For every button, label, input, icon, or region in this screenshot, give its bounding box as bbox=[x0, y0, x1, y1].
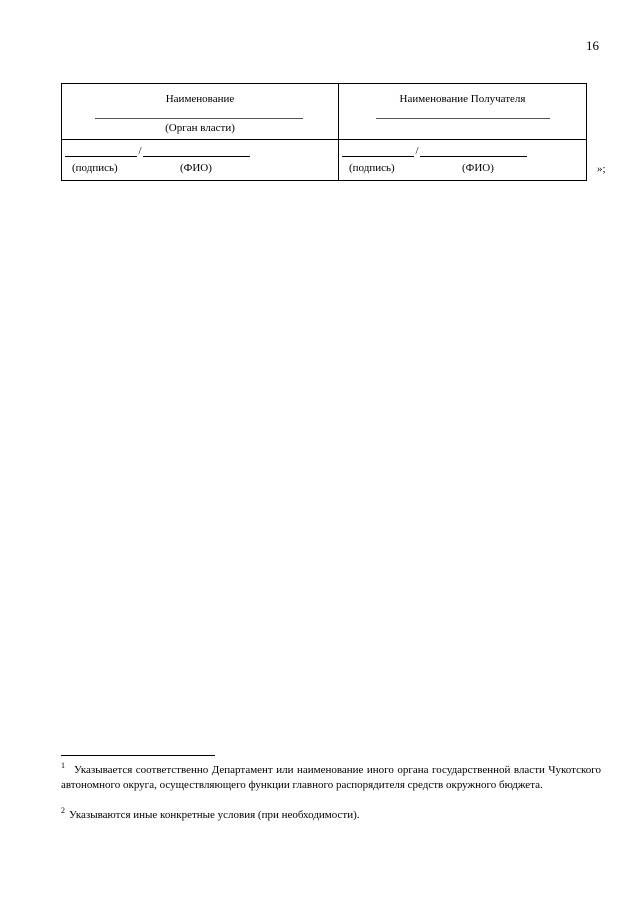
footnote-2 bbox=[61, 808, 601, 823]
footnote-text: Указываются иные конкретные условия (при необходимости). bbox=[69, 809, 360, 821]
recipient-name-line bbox=[376, 118, 550, 119]
authority-name-title: Наименование bbox=[165, 93, 235, 105]
authority-name-cell bbox=[62, 84, 339, 140]
footnote-text: Указывается соответственно Департамент или наименование иного органа государственной власти Чукотского автономного округа, осуществляющего функции главного распорядителя средств окружного бюджета. bbox=[61, 764, 601, 791]
authority-signature-lines bbox=[65, 145, 250, 157]
signature-label: (подпись) bbox=[349, 162, 395, 174]
signature-label: (подпись) bbox=[72, 162, 118, 174]
recipient-signature-lines bbox=[342, 145, 527, 157]
slash: / bbox=[415, 145, 419, 157]
name-line bbox=[420, 145, 527, 157]
footnote-mark: 2 bbox=[61, 806, 65, 816]
name-label: (ФИО) bbox=[462, 162, 494, 174]
signature-table bbox=[61, 83, 587, 181]
signature-line bbox=[65, 145, 137, 157]
footnote-1 bbox=[61, 763, 601, 792]
slash: / bbox=[138, 145, 142, 157]
recipient-name-title: Наименование Получателя bbox=[399, 93, 526, 105]
authority-subtitle: (Орган власти) bbox=[165, 122, 235, 134]
page-number: 16 bbox=[586, 38, 599, 53]
authority-signature-cell bbox=[62, 140, 339, 180]
recipient-signature-cell bbox=[339, 140, 586, 180]
recipient-name-cell bbox=[339, 84, 586, 140]
footnote-mark: 1 bbox=[61, 761, 65, 771]
name-line bbox=[143, 145, 250, 157]
closing-quote: »; bbox=[597, 163, 606, 175]
name-label: (ФИО) bbox=[180, 162, 212, 174]
signature-line bbox=[342, 145, 414, 157]
authority-name-line bbox=[95, 118, 303, 119]
footnote-separator bbox=[61, 755, 215, 756]
